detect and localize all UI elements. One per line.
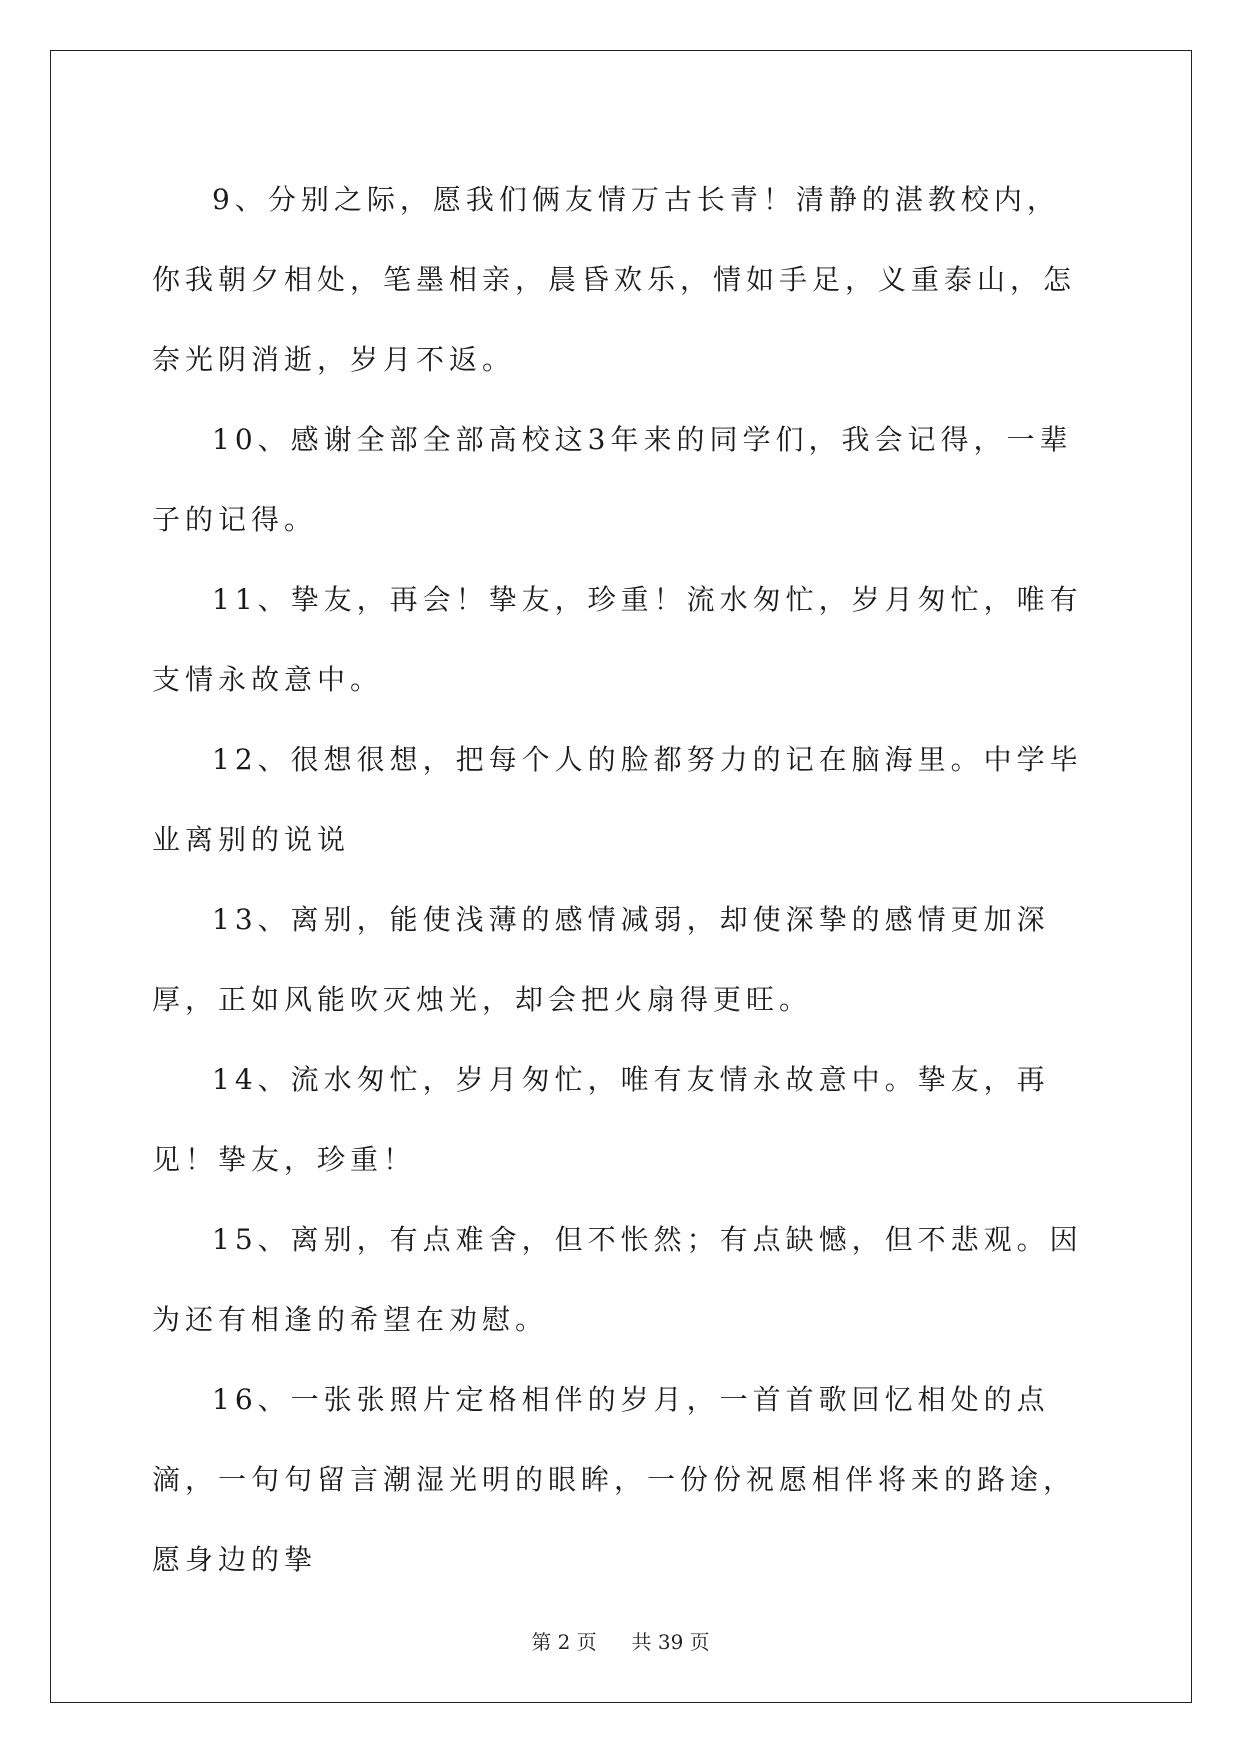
paragraph-11: 11、挚友，再会！挚友，珍重！流水匆忙，岁月匆忙，唯有支情永故意中。 — [152, 583, 1083, 696]
paragraph-16: 16、一张张照片定格相伴的岁月，一首首歌回忆相处的点滴，一句句留言潮湿光明的眼眸，一份份祝愿相伴将来的路途，愿身边的挚 — [152, 1383, 1077, 1576]
paragraph-13: 13、离别，能使浅薄的感情减弱，却使深挚的感情更加深厚，正如风能吹灭烛光，却会把火扇得更旺。 — [152, 903, 1050, 1016]
document-body — [152, 160, 1089, 1600]
page-number: 第 2 页 — [531, 1630, 597, 1654]
page-total: 共 39 页 — [631, 1630, 710, 1654]
paragraph-9: 9、分别之际，愿我们俩友情万古长青！清静的湛教校内，你我朝夕相处，笔墨相亲，晨昏欢乐，情如手足，义重泰山，怎奈光阴消逝，岁月不返。 — [152, 183, 1077, 376]
paragraph-15: 15、离别，有点难舍，但不怅然；有点缺憾，但不悲观。因为还有相逢的希望在劝慰。 — [152, 1223, 1083, 1336]
paragraph-10: 10、感谢全部全部高校这3年来的同学们，我会记得，一辈子的记得。 — [152, 423, 1073, 536]
page-footer — [0, 1626, 1241, 1655]
paragraph-12: 12、很想很想，把每个人的脸都努力的记在脑海里。中学毕业离别的说说 — [152, 743, 1083, 856]
paragraph-14: 14、流水匆忙，岁月匆忙，唯有友情永故意中。挚友，再见！挚友，珍重！ — [152, 1063, 1050, 1176]
